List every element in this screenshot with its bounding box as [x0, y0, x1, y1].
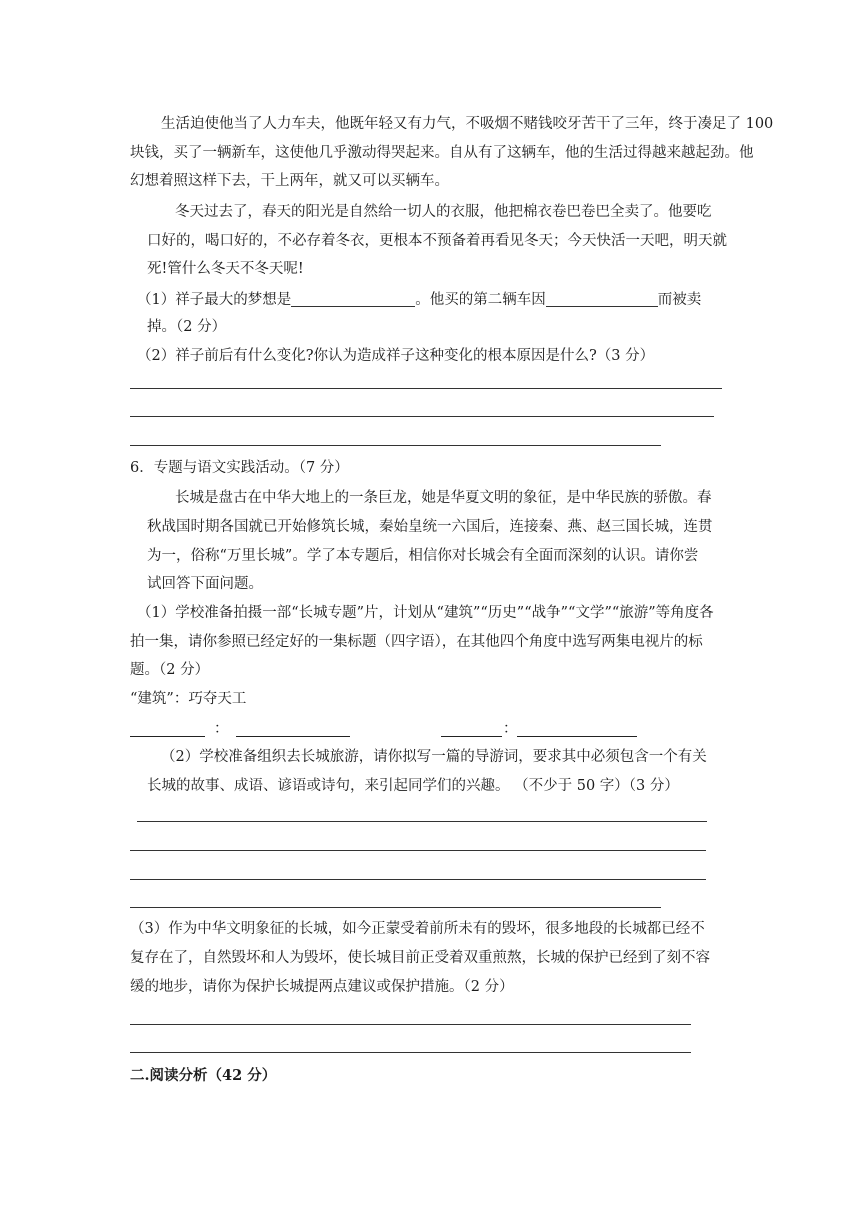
title-colon-2: ： — [503, 721, 518, 737]
title-blank-2-angle[interactable] — [441, 736, 502, 737]
passage-p2-line-2: 口好的，喝口好的，不必存着冬衣，更根本不预备着再看见冬天；今天快活一天吧，明天就 — [147, 233, 727, 249]
passage-p2-line-3: 死!管什么冬天不冬天呢! — [147, 261, 304, 277]
sub-question-1-line-3: 题。（2 分） — [130, 662, 210, 678]
section-2-heading: 二.阅读分析（42 分） — [130, 1067, 277, 1084]
example-title: “建筑”：巧夺天工 — [130, 691, 247, 707]
section-6-intro-line-2: 秋战国时期各国就已开始修筑长城，秦始皇统一六国后，连接秦、燕、赵三国长城，连贯 — [147, 519, 713, 535]
answer-line[interactable] — [130, 388, 722, 389]
answer-line[interactable] — [130, 416, 714, 417]
answer-line[interactable] — [130, 850, 706, 851]
question-1-text-b: 。他买的第二辆车因 — [415, 292, 546, 308]
sub-question-3-line-3: 缓的地步，请你为保护长城提两点建议或保护措施。（2 分） — [130, 979, 514, 995]
question-1-text-c: 而被卖 — [657, 292, 702, 308]
passage-p2-line-1: 冬天过去了，春天的阳光是自然给一切人的衣服，他把棉衣卷巴卷巴全卖了。他要吃 — [175, 204, 712, 220]
title-blank-1-angle[interactable] — [130, 736, 205, 737]
section-6-intro-line-4: 试回答下面问题。 — [147, 576, 263, 592]
answer-line[interactable] — [130, 1024, 691, 1025]
section-6-intro-line-1: 长城是盘古在中华大地上的一条巨龙，她是华夏文明的象征，是中华民族的骄傲。春 — [175, 490, 712, 506]
title-colon-1: ： — [214, 721, 229, 737]
passage-p1-line-2: 块钱，买了一辆新车，这使他几乎激动得哭起来。自从有了这辆车，他的生活过得越来越起劲。他 — [130, 145, 754, 161]
answer-blank-dream[interactable] — [291, 292, 415, 307]
question-1-text-a: （1）祥子最大的梦想是 — [137, 292, 292, 308]
answer-line[interactable] — [130, 445, 661, 446]
sub-question-1-line-1: （1）学校准备拍摄一部“长城专题”片，计划从“建筑”“历史”“战争”“文学”“旅游”等角度各 — [137, 605, 714, 621]
question-2: （2）祥子前后有什么变化?你认为造成祥子这种变化的根本原因是什么?（3 分） — [137, 348, 655, 364]
answer-blank-reason[interactable] — [546, 292, 658, 307]
answer-line[interactable] — [137, 821, 707, 822]
sub-question-3-line-1: （3）作为中华文明象征的长城，如今正蒙受着前所未有的毁坏，很多地段的长城都已经不 — [130, 921, 705, 937]
section-6-intro-line-3: 为一，俗称“万里长城”。学了本专题后，相信你对长城会有全面而深刻的认识。请你尝 — [147, 548, 699, 564]
sub-question-2-line-2: 长城的故事、成语、谚语或诗句，来引起同学们的兴趣。 （不少于 50 字）（3 分） — [147, 778, 679, 794]
question-1-line-2: 掉。（2 分） — [147, 319, 227, 335]
answer-line[interactable] — [130, 1052, 691, 1053]
answer-line[interactable] — [130, 907, 661, 908]
question-1 — [137, 292, 701, 308]
title-blank-2-name[interactable] — [517, 736, 637, 737]
passage-p1-line-3: 幻想着照这样下去，干上两年，就又可以买辆车。 — [130, 173, 449, 189]
sub-question-2-line-1: （2）学校准备组织去长城旅游，请你拟写一篇的导游词，要求其中必须包含一个有关 — [161, 749, 707, 765]
passage-p1-line-1: 生活迫使他当了人力车夫，他既年轻又有力气，不吸烟不赌钱咬牙苦干了三年，终于凑足了 100 — [161, 116, 774, 132]
answer-line[interactable] — [130, 879, 706, 880]
title-blank-1-name[interactable] — [236, 736, 350, 737]
sub-question-1-line-2: 拍一集，请你参照已经定好的一集标题（四字语），在其他四个角度中选写两集电视片的标 — [130, 634, 703, 650]
section-6-heading: 6．专题与语文实践活动。（7 分） — [130, 460, 349, 476]
sub-question-3-line-2: 复存在了，自然毁坏和人为毁坏，使长城目前正受着双重煎熬，长城的保护已经到了刻不容 — [130, 950, 710, 966]
